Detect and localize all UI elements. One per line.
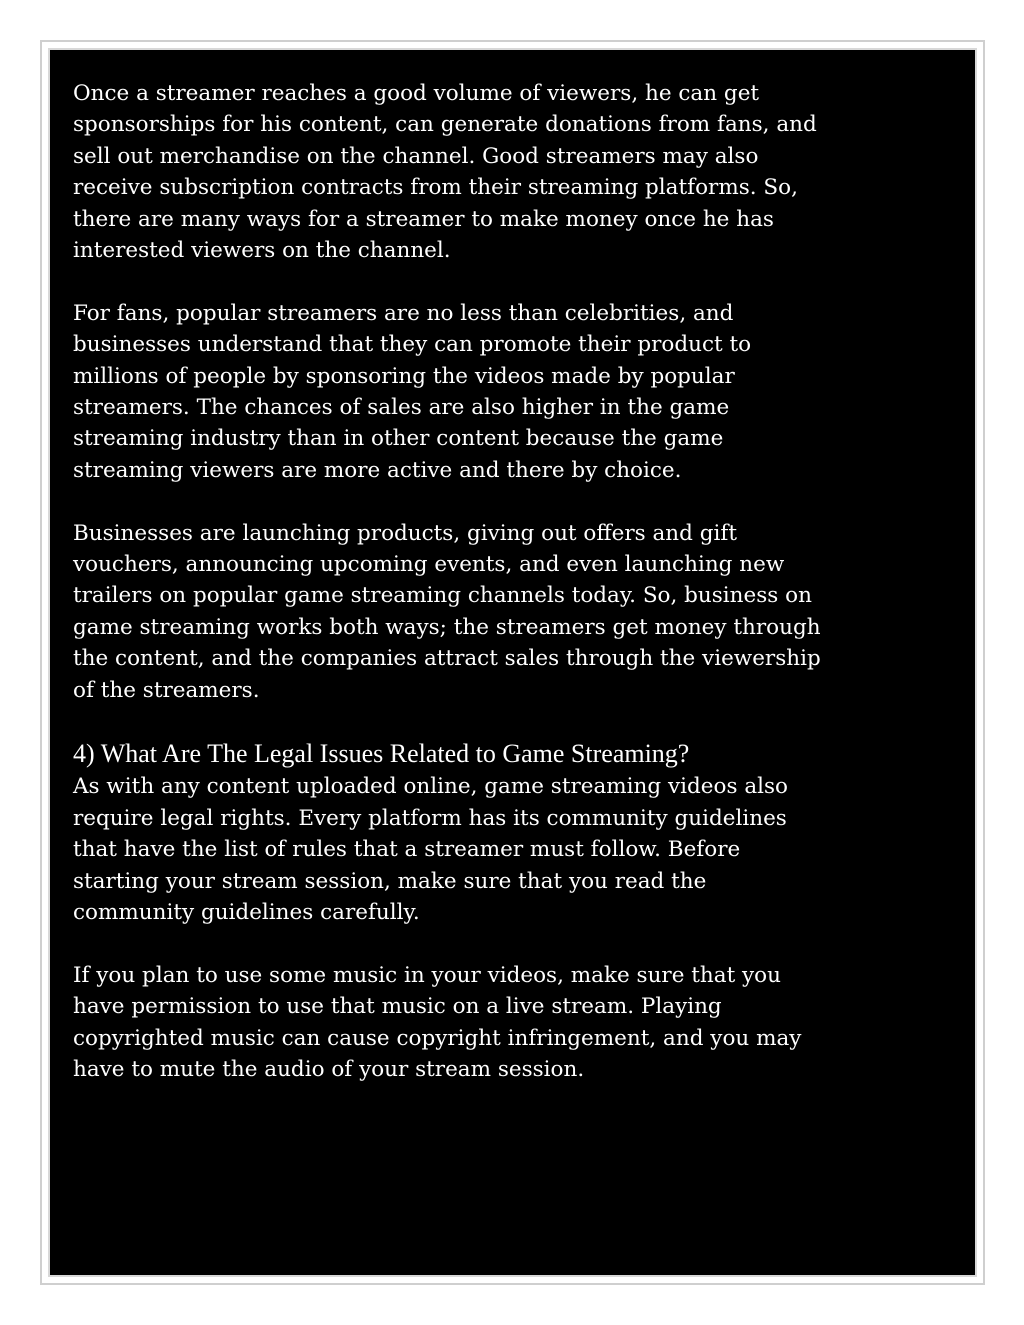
paragraph-business-launches: Businesses are launching products, giving out offers and gift vouchers, announcing upcoming events, and even launching new trailers on popular game streaming channels today. So, business on game streaming works both ways; the streamers get money through the content, and the companies attract sales through the viewership of the streamers. — [73, 520, 821, 703]
paragraph-fans-and-businesses: For fans, popular streamers are no less than celebrities, and businesses understand that they can promote their product to millions of people by sponsoring the videos made by popular streamers. The chances of sales are also higher in the game streaming industry than in other content because the game streaming viewers are more active and there by choice. — [73, 300, 752, 483]
section-heading-legal-issues: 4) What Are The Legal Issues Related to Game Streaming? — [73, 739, 690, 769]
paragraph-music-permission: If you plan to use some music in your videos, make sure that you have permission to use that music on a live stream. Playing copyrighted music can cause copyright infringement, and you may have to mute the audio of your stream session. — [73, 962, 802, 1083]
paragraph-legal-rights: As with any content uploaded online, game streaming videos also require legal rights. Every platform has its community guidelines that have the list of rules that a streamer must follow. Before starting your stream session, make sure that you read the community guidelines carefully. — [73, 774, 788, 926]
article-body — [73, 78, 863, 1117]
paragraph-streamer-income: Once a streamer reaches a good volume of viewers, he can get sponsorships for his content, can generate donations from fans, and sell out merchandise on the channel. Good streamers may also receive subscription contracts from their streaming platforms. So, there are many ways for a streamer to make money once he has interested viewers on the channel. — [73, 81, 817, 264]
